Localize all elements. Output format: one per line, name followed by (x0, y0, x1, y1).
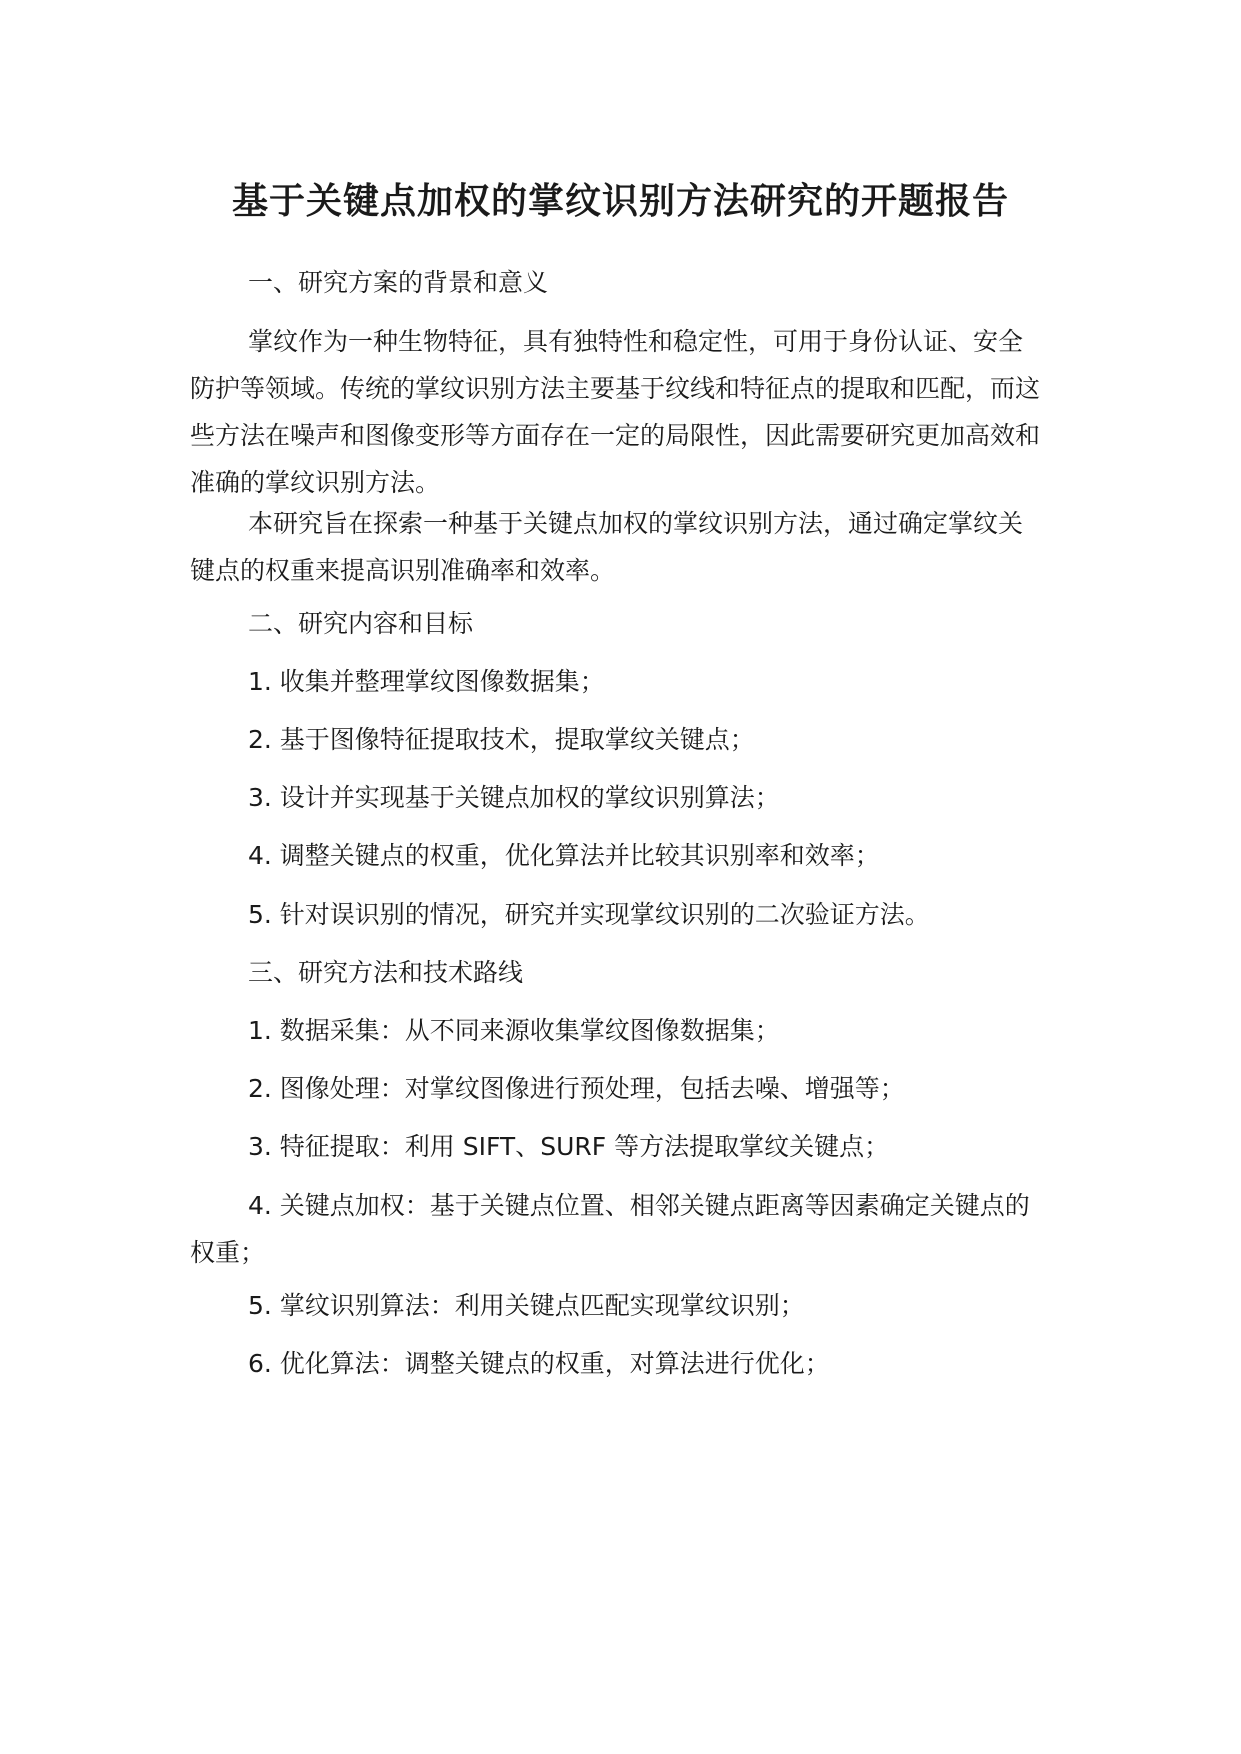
list-item: 5. 掌纹识别算法：利用关键点匹配实现掌纹识别； (248, 1291, 805, 1320)
list-item: 5. 针对误识别的情况，研究并实现掌纹识别的二次验证方法。 (248, 900, 930, 929)
list-item: 3. 设计并实现基于关键点加权的掌纹识别算法； (248, 783, 780, 812)
list-item: 2. 基于图像特征提取技术，提取掌纹关键点； (248, 725, 755, 754)
list-item: 2. 图像处理：对掌纹图像进行预处理，包括去噪、增强等； (248, 1074, 905, 1103)
section-heading: 一、研究方案的背景和意义 (248, 268, 549, 297)
body-paragraph: 本研究旨在探索一种基于关键点加权的掌纹识别方法，通过确定掌纹关键点的权重来提高识别准确率和效率。 (190, 509, 1024, 585)
section-heading: 三、研究方法和技术路线 (248, 958, 524, 987)
list-item: 1. 收集并整理掌纹图像数据集； (248, 667, 605, 696)
list-item: 4. 关键点加权：基于关键点位置、相邻关键点距离等因素确定关键点的权重； (190, 1191, 1030, 1267)
body-paragraph: 掌纹作为一种生物特征，具有独特性和稳定性，可用于身份认证、安全防护等领域。传统的掌纹识别方法主要基于纹线和特征点的提取和匹配，而这些方法在噪声和图像变形等方面存在一定的局限性，因此需要研究更加高效和准确的掌纹识别方法。 (190, 327, 1041, 497)
list-item: 4. 调整关键点的权重，优化算法并比较其识别率和效率； (248, 841, 880, 870)
list-item: 6. 优化算法：调整关键点的权重，对算法进行优化； (248, 1349, 830, 1378)
section-heading: 二、研究内容和目标 (248, 609, 474, 638)
document-title: 基于关键点加权的掌纹识别方法研究的开题报告 (231, 181, 1009, 222)
list-item: 1. 数据采集：从不同来源收集掌纹图像数据集； (248, 1016, 780, 1045)
list-item: 3. 特征提取：利用 SIFT、SURF 等方法提取掌纹关键点； (248, 1132, 890, 1161)
